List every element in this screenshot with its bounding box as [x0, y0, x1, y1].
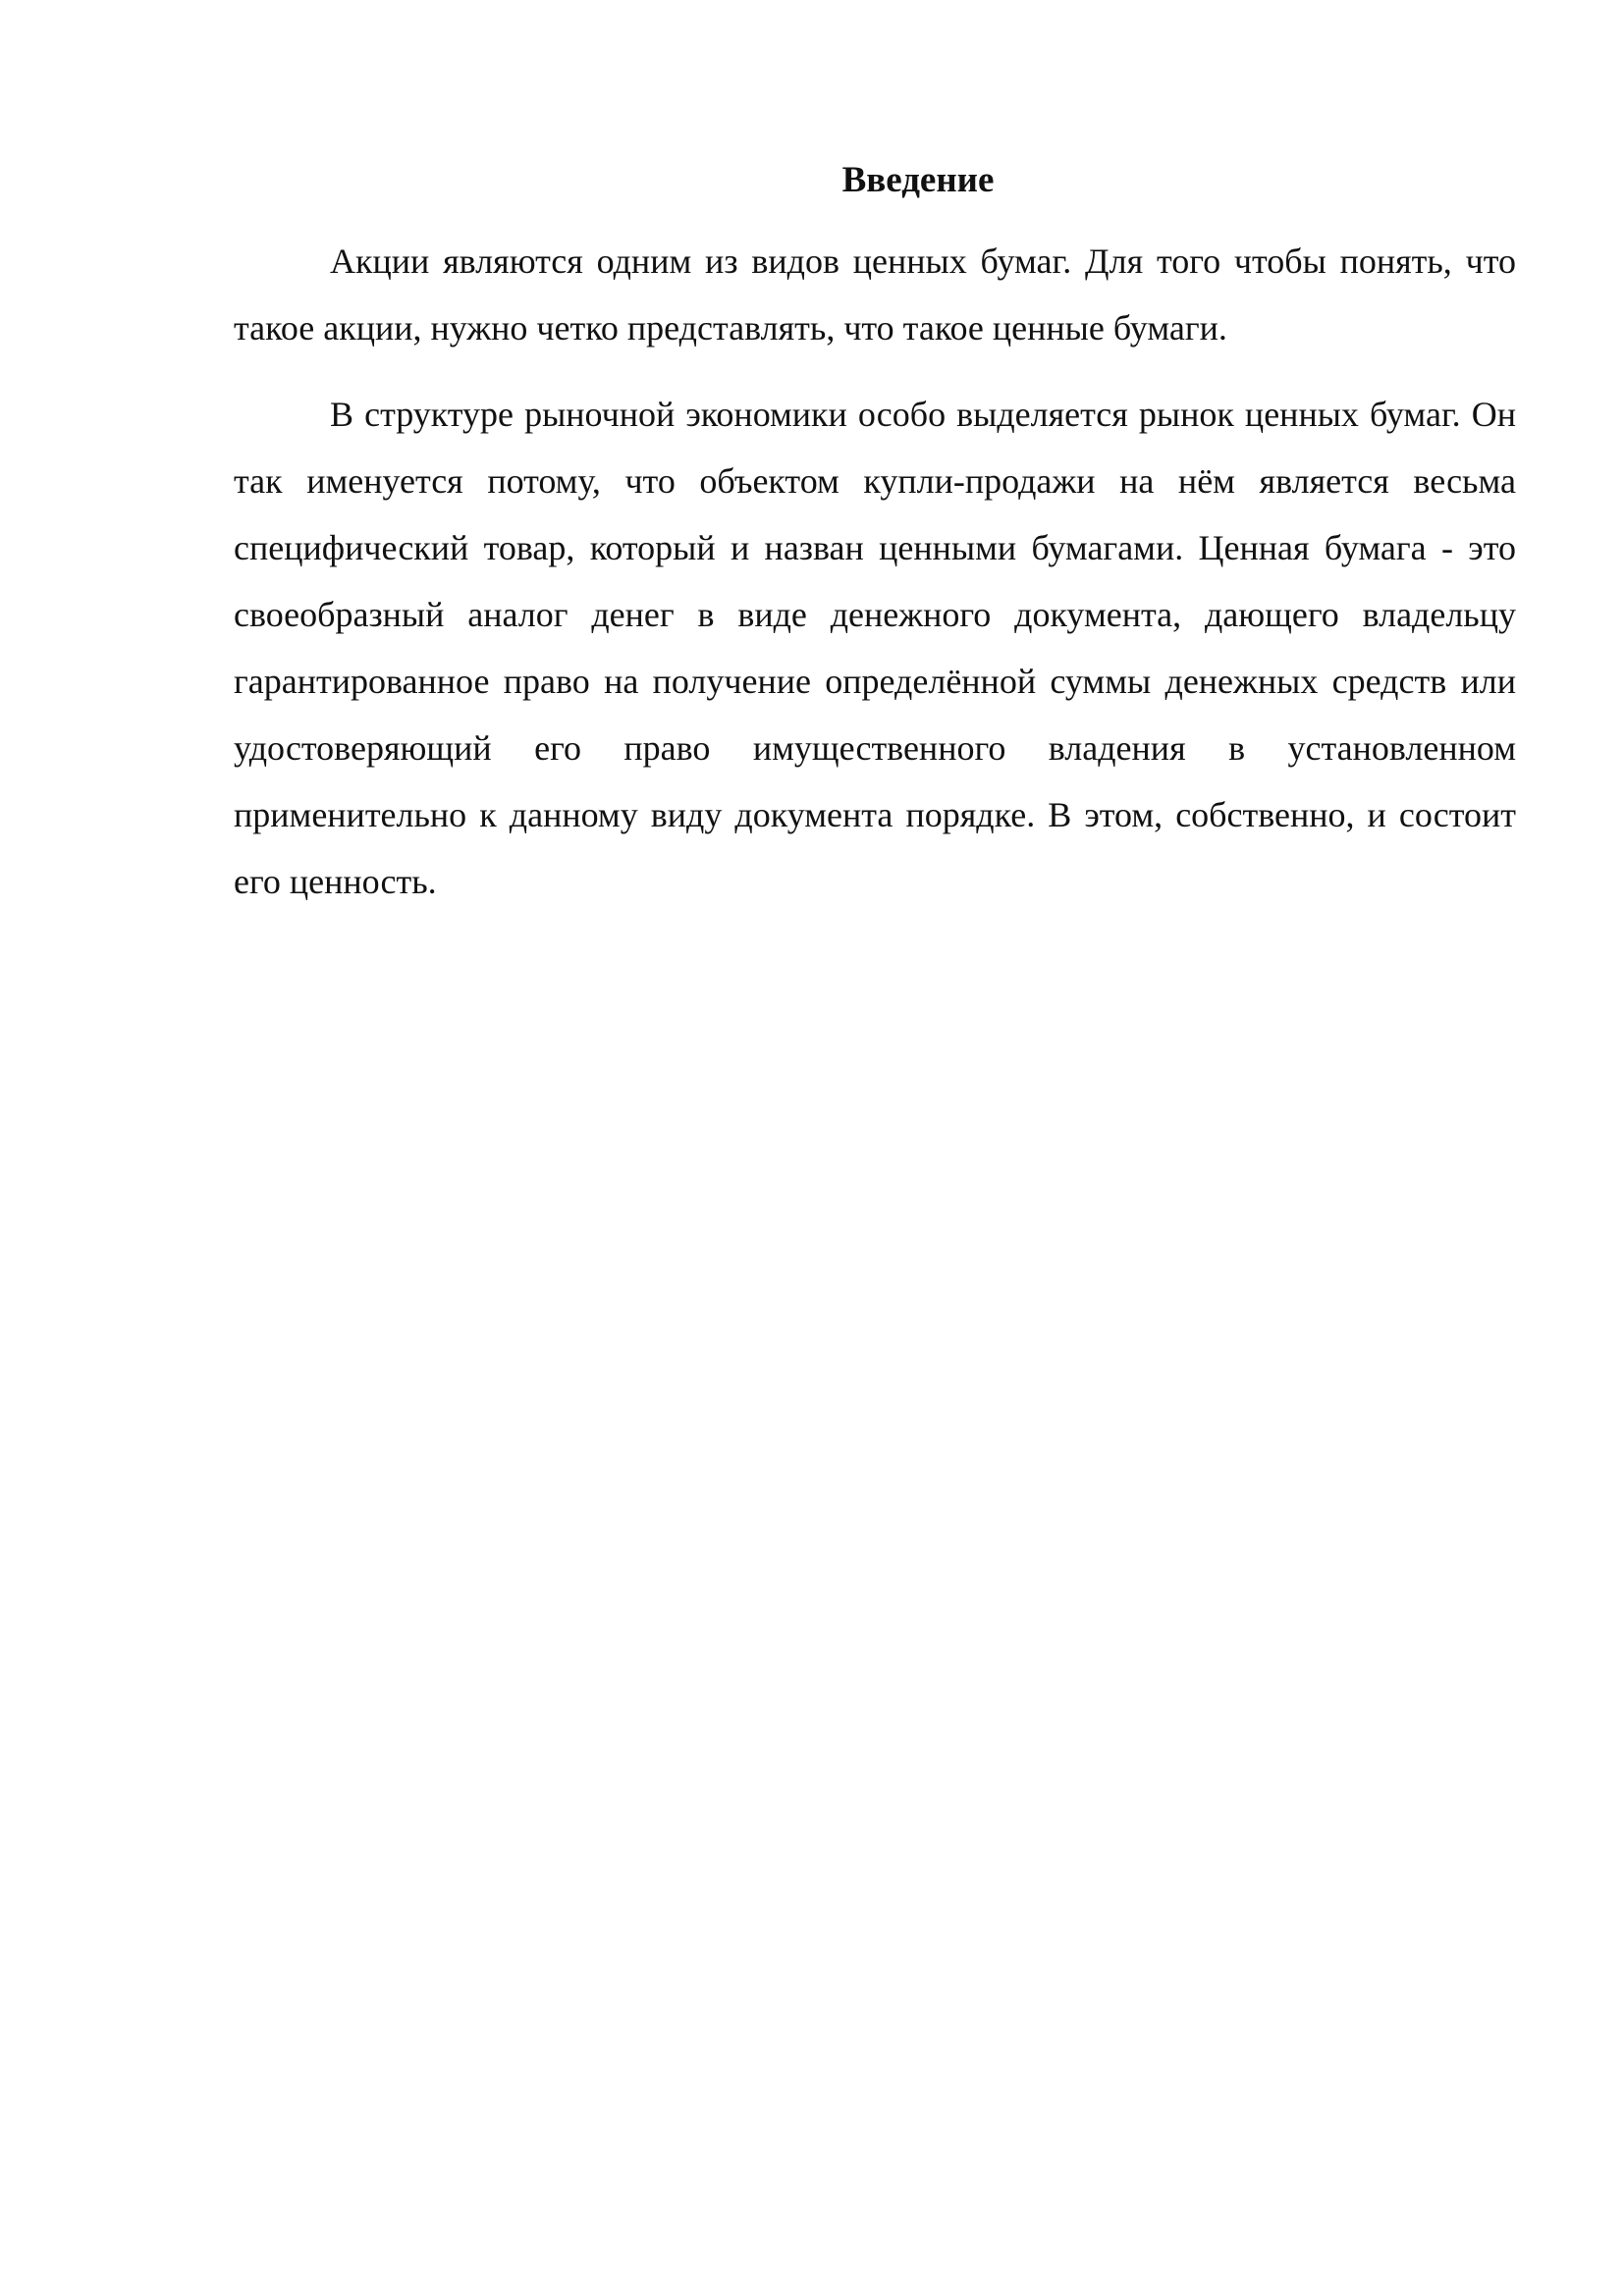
paragraph-1: Акции являются одним из видов ценных бумаг. Для того чтобы понять, что такое акции, нужно четко представлять, что такое ценные бумаги.	[234, 241, 1516, 347]
document-body	[234, 147, 1516, 934]
page-title: Введение	[841, 160, 995, 200]
paragraph-2: В структуре рыночной экономики особо выделяется рынок ценных бумаг. Он так именуется потому, что объектом купли-продажи на нём является весьма специфический товар, который и назван ценными бумагами. Ценная бумага - это своеобразный аналог денег в виде денежного документа, дающего владельцу гарантированное право на получение определённой суммы денежных средств или удостоверяющий его право имущественного владения в установленном применительно к данному виду документа порядке. В этом, собственно, и состоит его ценность.	[234, 395, 1516, 901]
